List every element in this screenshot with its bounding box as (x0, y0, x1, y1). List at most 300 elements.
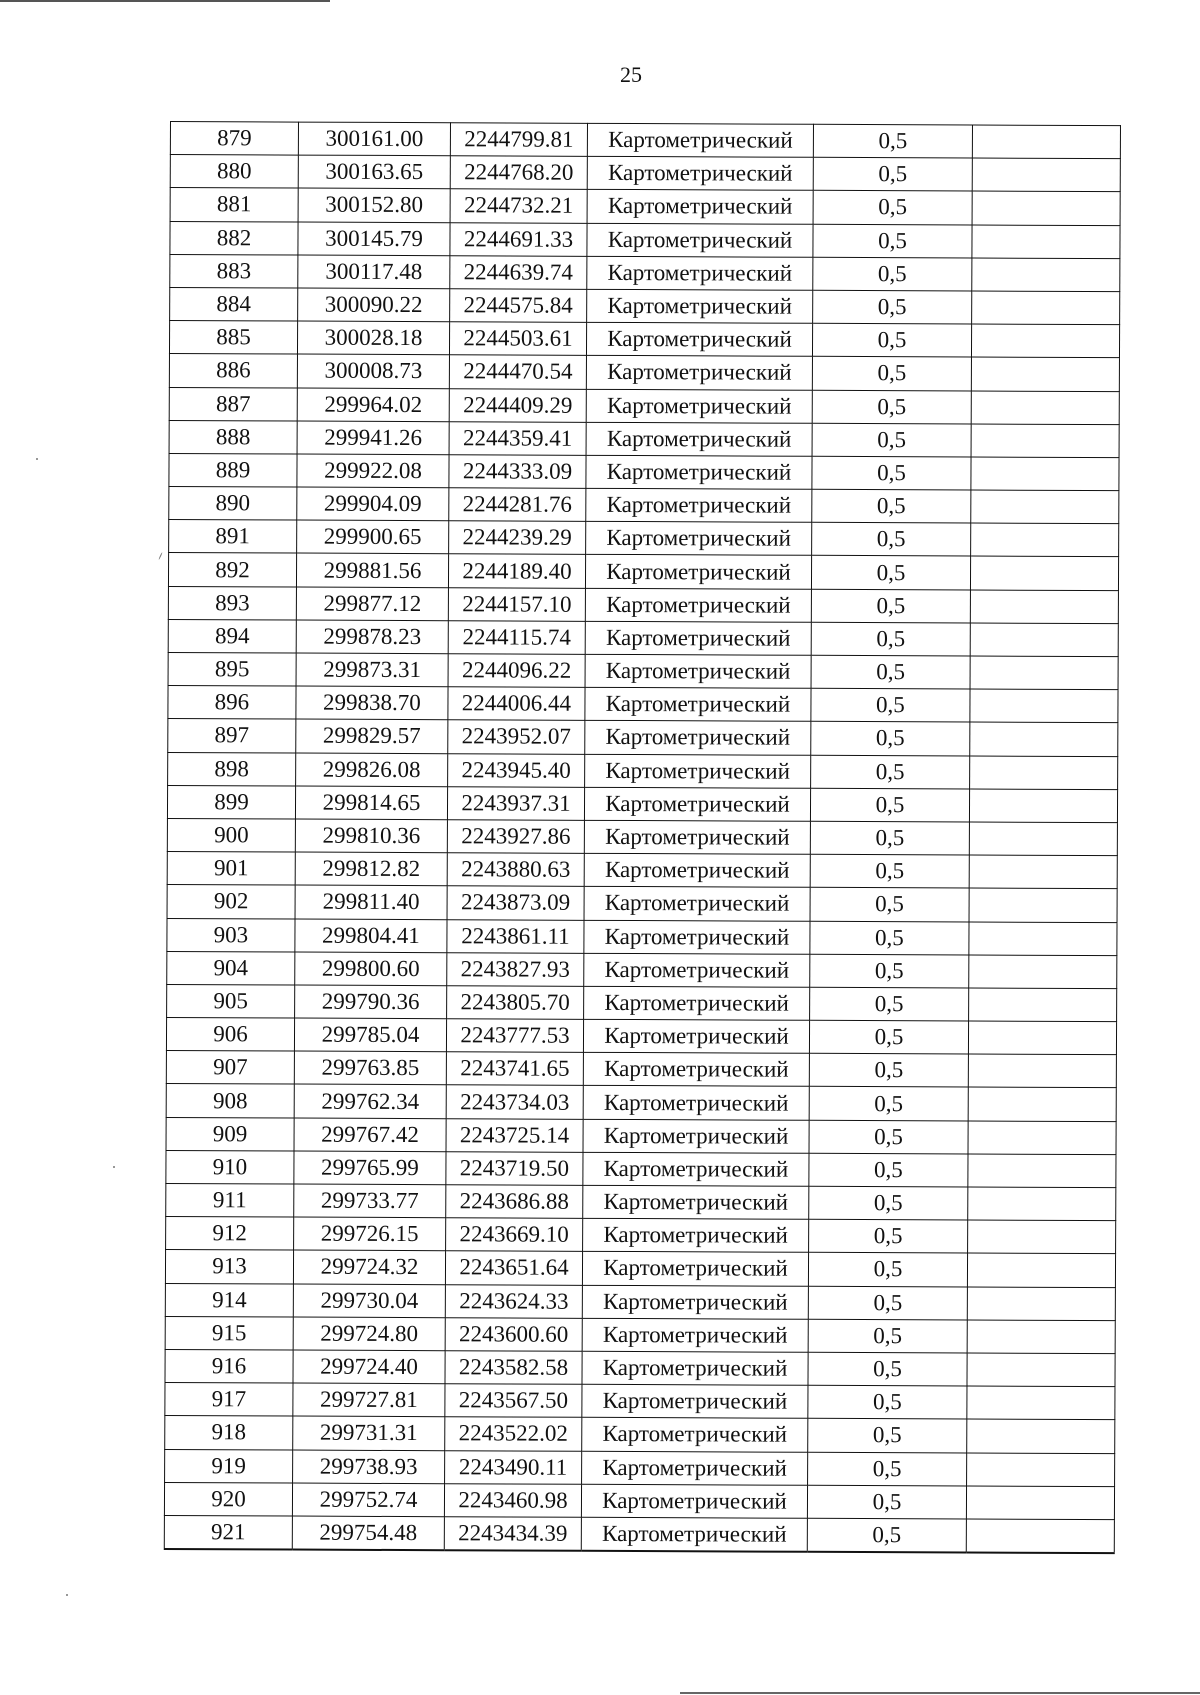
accuracy-cell: 0,5 (812, 523, 971, 557)
note-cell (971, 424, 1119, 458)
table-row (168, 652, 1118, 689)
note-cell (969, 888, 1117, 922)
point-number-cell: 901 (167, 852, 295, 886)
table-row (165, 1283, 1115, 1320)
method-cell: Картометрический (583, 1053, 809, 1087)
method-cell: Картометрический (582, 1318, 808, 1352)
accuracy-cell: 0,5 (812, 423, 971, 457)
point-number-cell: 906 (166, 1018, 294, 1052)
y-coordinate-cell: 2244096.22 (448, 654, 585, 688)
x-coordinate-cell: 299800.60 (295, 952, 447, 986)
y-coordinate-cell: 2243651.64 (445, 1251, 582, 1285)
point-number-cell: 909 (166, 1117, 294, 1151)
accuracy-cell: 0,5 (808, 1419, 967, 1453)
y-coordinate-cell: 2244575.84 (450, 289, 587, 323)
note-cell (971, 490, 1119, 524)
method-cell: Картометрический (586, 356, 812, 390)
scan-edge-bottom (680, 1692, 1200, 1694)
x-coordinate-cell: 299904.09 (297, 487, 449, 521)
method-cell: Картометрический (587, 190, 813, 224)
table-row (170, 254, 1120, 291)
point-number-cell: 910 (166, 1150, 294, 1184)
note-cell (968, 1087, 1116, 1121)
accuracy-cell: 0,5 (811, 589, 970, 623)
method-cell: Картометрический (582, 1252, 808, 1286)
method-cell: Картометрический (581, 1517, 807, 1552)
note-cell (967, 1353, 1115, 1387)
point-number-cell: 903 (167, 918, 295, 952)
point-number-cell: 916 (165, 1349, 293, 1383)
accuracy-cell: 0,5 (810, 987, 969, 1021)
accuracy-cell: 0,5 (811, 556, 970, 590)
point-number-cell: 885 (169, 321, 297, 355)
x-coordinate-cell: 300161.00 (298, 122, 450, 156)
note-cell (971, 457, 1119, 491)
x-coordinate-cell: 299964.02 (297, 388, 449, 422)
method-cell: Картометрический (586, 455, 812, 489)
y-coordinate-cell: 2243567.50 (445, 1384, 582, 1418)
method-cell: Картометрический (585, 721, 811, 755)
point-number-cell: 912 (166, 1217, 294, 1251)
accuracy-cell: 0,5 (811, 722, 970, 756)
accuracy-cell: 0,5 (810, 888, 969, 922)
y-coordinate-cell: 2244799.81 (450, 123, 587, 157)
y-coordinate-cell: 2243777.53 (446, 1019, 583, 1053)
note-cell (967, 1320, 1115, 1354)
table-row (169, 453, 1119, 490)
x-coordinate-cell: 299762.34 (294, 1084, 446, 1118)
accuracy-cell: 0,5 (813, 290, 972, 324)
note-cell (969, 789, 1117, 823)
table-row (165, 1250, 1115, 1287)
method-cell: Картометрический (584, 953, 810, 987)
x-coordinate-cell: 299838.70 (296, 686, 448, 720)
note-cell (972, 225, 1120, 259)
table-row (169, 354, 1119, 391)
point-number-cell: 882 (170, 221, 298, 255)
note-cell (971, 324, 1119, 358)
x-coordinate-cell: 299724.80 (293, 1317, 445, 1351)
y-coordinate-cell: 2243861.11 (447, 919, 584, 953)
method-cell: Картометрический (585, 654, 811, 688)
method-cell: Картометрический (583, 1086, 809, 1120)
method-cell: Картометрический (581, 1484, 807, 1518)
x-coordinate-cell: 299877.12 (296, 587, 448, 621)
y-coordinate-cell: 2244503.61 (449, 322, 586, 356)
method-cell: Картометрический (587, 223, 813, 257)
accuracy-cell: 0,5 (809, 1020, 968, 1054)
table-row (168, 719, 1118, 756)
x-coordinate-cell: 299922.08 (297, 454, 449, 488)
accuracy-cell: 0,5 (813, 257, 972, 291)
scan-speck (158, 552, 162, 560)
point-number-cell: 889 (169, 453, 297, 487)
method-cell: Картометрический (582, 1451, 808, 1485)
table-row (166, 1018, 1116, 1055)
x-coordinate-cell: 299812.82 (295, 852, 447, 886)
y-coordinate-cell: 2243719.50 (446, 1152, 583, 1186)
y-coordinate-cell: 2244691.33 (450, 222, 587, 256)
point-number-cell: 904 (167, 951, 295, 985)
table-row (169, 420, 1119, 457)
method-cell: Картометрический (587, 289, 813, 323)
note-cell (969, 921, 1117, 955)
table-row (170, 155, 1120, 192)
y-coordinate-cell: 2243725.14 (446, 1118, 583, 1152)
y-coordinate-cell: 2243952.07 (448, 720, 585, 754)
y-coordinate-cell: 2244409.29 (449, 388, 586, 422)
accuracy-cell: 0,5 (808, 1253, 967, 1287)
table-row (169, 487, 1119, 524)
y-coordinate-cell: 2244470.54 (449, 355, 586, 389)
note-cell (967, 1386, 1115, 1420)
x-coordinate-cell: 300117.48 (298, 255, 450, 289)
method-cell: Картометрический (583, 1019, 809, 1053)
note-cell (967, 1452, 1115, 1486)
method-cell: Картометрический (583, 1218, 809, 1252)
x-coordinate-cell: 299878.23 (296, 620, 448, 654)
point-number-cell: 891 (169, 520, 297, 554)
note-cell (972, 158, 1120, 192)
scan-speck (66, 1594, 68, 1596)
method-cell: Картометрический (586, 522, 812, 556)
y-coordinate-cell: 2243490.11 (445, 1450, 582, 1484)
table-row (169, 321, 1119, 358)
point-number-cell: 911 (166, 1183, 294, 1217)
y-coordinate-cell: 2243734.03 (446, 1085, 583, 1119)
x-coordinate-cell: 299726.15 (294, 1217, 446, 1251)
accuracy-cell: 0,5 (812, 323, 971, 357)
y-coordinate-cell: 2244189.40 (448, 554, 585, 588)
y-coordinate-cell: 2243460.98 (444, 1483, 581, 1517)
accuracy-cell: 0,5 (809, 1054, 968, 1088)
accuracy-cell: 0,5 (810, 954, 969, 988)
point-number-cell: 896 (168, 686, 296, 720)
accuracy-cell: 0,5 (811, 755, 970, 789)
table-row (170, 122, 1120, 159)
table-row (166, 1117, 1116, 1154)
scan-speck (36, 458, 38, 460)
table-row (168, 752, 1118, 789)
point-number-cell: 898 (168, 752, 296, 786)
y-coordinate-cell: 2244732.21 (450, 189, 587, 223)
x-coordinate-cell: 299767.42 (294, 1118, 446, 1152)
x-coordinate-cell: 299785.04 (294, 1018, 446, 1052)
y-coordinate-cell: 2243937.31 (447, 786, 584, 820)
point-number-cell: 895 (168, 652, 296, 686)
accuracy-cell: 0,5 (808, 1286, 967, 1320)
y-coordinate-cell: 2244333.09 (449, 455, 586, 489)
table-row (164, 1482, 1114, 1519)
accuracy-cell: 0,5 (813, 224, 972, 258)
x-coordinate-cell: 300008.73 (297, 354, 449, 388)
accuracy-cell: 0,5 (808, 1352, 967, 1386)
note-cell (970, 656, 1118, 690)
point-number-cell: 884 (170, 287, 298, 321)
x-coordinate-cell: 299826.08 (296, 753, 448, 787)
method-cell: Картометрический (584, 986, 810, 1020)
table-row (167, 951, 1117, 988)
point-number-cell: 886 (169, 354, 297, 388)
accuracy-cell: 0,5 (812, 489, 971, 523)
method-cell: Картометрический (586, 488, 812, 522)
x-coordinate-cell: 299724.32 (293, 1250, 445, 1284)
x-coordinate-cell: 299873.31 (296, 653, 448, 687)
table-row (168, 686, 1118, 723)
y-coordinate-cell: 2244281.76 (449, 488, 586, 522)
note-cell (969, 822, 1117, 856)
y-coordinate-cell: 2243827.93 (447, 952, 584, 986)
accuracy-cell: 0,5 (808, 1452, 967, 1486)
page-number: 25 (620, 62, 642, 87)
x-coordinate-cell: 299881.56 (296, 553, 448, 587)
y-coordinate-cell: 2244639.74 (450, 255, 587, 289)
x-coordinate-cell: 299724.40 (293, 1350, 445, 1384)
method-cell: Картометрический (582, 1418, 808, 1452)
table-row (165, 1349, 1115, 1386)
y-coordinate-cell: 2243741.65 (446, 1052, 583, 1086)
point-number-cell: 920 (164, 1482, 292, 1516)
accuracy-cell: 0,5 (812, 357, 971, 391)
method-cell: Картометрический (584, 853, 810, 887)
point-number-cell: 888 (169, 420, 297, 454)
note-cell (970, 722, 1118, 756)
x-coordinate-cell: 300145.79 (298, 222, 450, 256)
table-row (170, 188, 1120, 225)
y-coordinate-cell: 2243434.39 (444, 1517, 581, 1551)
note-cell (968, 1220, 1116, 1254)
x-coordinate-cell: 300163.65 (298, 155, 450, 189)
table-row (169, 387, 1119, 424)
note-cell (969, 988, 1117, 1022)
table-row (167, 918, 1117, 955)
x-coordinate-cell: 300152.80 (298, 188, 450, 222)
note-cell (967, 1287, 1115, 1321)
method-cell: Картометрический (584, 787, 810, 821)
point-number-cell: 905 (167, 984, 295, 1018)
method-cell: Картометрический (587, 256, 813, 290)
x-coordinate-cell: 299763.85 (294, 1051, 446, 1085)
y-coordinate-cell: 2244157.10 (448, 587, 585, 621)
method-cell: Картометрический (587, 123, 813, 157)
point-number-cell: 915 (165, 1316, 293, 1350)
table-row (167, 785, 1117, 822)
method-cell: Картометрический (582, 1285, 808, 1319)
table-row (165, 1416, 1115, 1453)
table-row (167, 852, 1117, 889)
note-cell (969, 855, 1117, 889)
accuracy-cell: 0,5 (810, 788, 969, 822)
y-coordinate-cell: 2243927.86 (447, 820, 584, 854)
point-number-cell: 913 (165, 1250, 293, 1284)
note-cell (968, 1187, 1116, 1221)
accuracy-cell: 0,5 (811, 688, 970, 722)
note-cell (969, 955, 1117, 989)
note-cell (972, 258, 1120, 292)
note-cell (970, 689, 1118, 723)
point-number-cell: 921 (164, 1515, 292, 1549)
y-coordinate-cell: 2243880.63 (447, 853, 584, 887)
accuracy-cell: 0,5 (813, 124, 972, 158)
point-number-cell: 902 (167, 885, 295, 919)
y-coordinate-cell: 2243873.09 (447, 886, 584, 920)
y-coordinate-cell: 2244359.41 (449, 421, 586, 455)
point-number-cell: 883 (170, 254, 298, 288)
note-cell (972, 291, 1120, 325)
x-coordinate-cell: 299810.36 (295, 819, 447, 853)
table-row (167, 818, 1117, 855)
y-coordinate-cell: 2244006.44 (448, 687, 585, 721)
x-coordinate-cell: 299727.81 (293, 1383, 445, 1417)
note-cell (970, 756, 1118, 790)
note-cell (970, 590, 1118, 624)
x-coordinate-cell: 299754.48 (292, 1516, 444, 1550)
table-row (165, 1383, 1115, 1420)
x-coordinate-cell: 299731.31 (293, 1416, 445, 1450)
point-number-cell: 900 (167, 818, 295, 852)
x-coordinate-cell: 299790.36 (295, 985, 447, 1019)
x-coordinate-cell: 299733.77 (294, 1184, 446, 1218)
accuracy-cell: 0,5 (810, 854, 969, 888)
accuracy-cell: 0,5 (809, 1087, 968, 1121)
table-row (166, 1084, 1116, 1121)
accuracy-cell: 0,5 (813, 191, 972, 225)
point-number-cell: 917 (165, 1383, 293, 1417)
accuracy-cell: 0,5 (809, 1153, 968, 1187)
table-row (165, 1449, 1115, 1486)
method-cell: Картометрический (583, 1152, 809, 1186)
y-coordinate-cell: 2243686.88 (446, 1185, 583, 1219)
scan-edge-top (0, 0, 330, 2)
point-number-cell: 880 (170, 155, 298, 189)
x-coordinate-cell: 299765.99 (294, 1151, 446, 1185)
table-row (169, 520, 1119, 557)
point-number-cell: 887 (169, 387, 297, 421)
y-coordinate-cell: 2243669.10 (446, 1218, 583, 1252)
accuracy-cell: 0,5 (812, 456, 971, 490)
point-number-cell: 890 (169, 487, 297, 521)
scan-speck (113, 1166, 115, 1168)
table-row (168, 586, 1118, 623)
note-cell (970, 623, 1118, 657)
x-coordinate-cell: 299829.57 (296, 719, 448, 753)
accuracy-cell: 0,5 (808, 1319, 967, 1353)
x-coordinate-cell: 299738.93 (293, 1450, 445, 1484)
x-coordinate-cell: 299811.40 (295, 885, 447, 919)
note-cell (971, 523, 1119, 557)
point-number-cell: 892 (168, 553, 296, 587)
note-cell (968, 1154, 1116, 1188)
point-number-cell: 899 (167, 785, 295, 819)
note-cell (970, 556, 1118, 590)
point-number-cell: 881 (170, 188, 298, 222)
y-coordinate-cell: 2244239.29 (449, 521, 586, 555)
method-cell: Картометрический (584, 820, 810, 854)
method-cell: Картометрический (587, 157, 813, 191)
x-coordinate-cell: 299752.74 (292, 1483, 444, 1517)
y-coordinate-cell: 2244768.20 (450, 156, 587, 190)
table-row (167, 984, 1117, 1021)
method-cell: Картометрический (586, 422, 812, 456)
accuracy-cell: 0,5 (807, 1485, 966, 1519)
y-coordinate-cell: 2243600.60 (445, 1317, 582, 1351)
note-cell (966, 1519, 1114, 1553)
table-row (170, 221, 1120, 258)
y-coordinate-cell: 2243805.70 (447, 986, 584, 1020)
accuracy-cell: 0,5 (809, 1219, 968, 1253)
point-number-cell: 907 (166, 1051, 294, 1085)
method-cell: Картометрический (585, 754, 811, 788)
table-row (164, 1515, 1114, 1553)
accuracy-cell: 0,5 (811, 622, 970, 656)
table-row (168, 553, 1118, 590)
method-cell: Картометрический (584, 887, 810, 921)
note-cell (966, 1486, 1114, 1520)
y-coordinate-cell: 2243582.58 (445, 1351, 582, 1385)
accuracy-cell: 0,5 (812, 390, 971, 424)
accuracy-cell: 0,5 (810, 821, 969, 855)
point-number-cell: 908 (166, 1084, 294, 1118)
note-cell (971, 390, 1119, 424)
method-cell: Картометрический (583, 1185, 809, 1219)
note-cell (968, 1121, 1116, 1155)
note-cell (972, 125, 1120, 159)
x-coordinate-cell: 299730.04 (293, 1284, 445, 1318)
method-cell: Картометрический (583, 1119, 809, 1153)
method-cell: Картометрический (582, 1351, 808, 1385)
point-number-cell: 918 (165, 1416, 293, 1450)
method-cell: Картометрический (585, 588, 811, 622)
point-number-cell: 897 (168, 719, 296, 753)
y-coordinate-cell: 2243945.40 (448, 753, 585, 787)
note-cell (968, 1054, 1116, 1088)
table-row (170, 287, 1120, 324)
accuracy-cell: 0,5 (811, 655, 970, 689)
method-cell: Картометрический (585, 621, 811, 655)
coordinates-table-body (164, 122, 1120, 1554)
method-cell: Картометрический (585, 555, 811, 589)
table-row (168, 619, 1118, 656)
table-row (166, 1183, 1116, 1220)
method-cell: Картометрический (582, 1384, 808, 1418)
accuracy-cell: 0,5 (809, 1186, 968, 1220)
point-number-cell: 893 (168, 586, 296, 620)
accuracy-cell: 0,5 (808, 1385, 967, 1419)
table-row (166, 1150, 1116, 1187)
method-cell: Картометрический (584, 920, 810, 954)
method-cell: Картометрический (586, 389, 812, 423)
accuracy-cell: 0,5 (809, 1120, 968, 1154)
note-cell (967, 1419, 1115, 1453)
table-row (166, 1217, 1116, 1254)
accuracy-cell: 0,5 (813, 157, 972, 191)
point-number-cell: 879 (170, 122, 298, 156)
point-number-cell: 914 (165, 1283, 293, 1317)
method-cell: Картометрический (585, 688, 811, 722)
y-coordinate-cell: 2243522.02 (445, 1417, 582, 1451)
y-coordinate-cell: 2243624.33 (445, 1284, 582, 1318)
note-cell (972, 191, 1120, 225)
table-row (166, 1051, 1116, 1088)
table-row (165, 1316, 1115, 1353)
x-coordinate-cell: 300028.18 (297, 321, 449, 355)
table-row (167, 885, 1117, 922)
note-cell (967, 1253, 1115, 1287)
point-number-cell: 894 (168, 619, 296, 653)
point-number-cell: 919 (165, 1449, 293, 1483)
note-cell (971, 357, 1119, 391)
accuracy-cell: 0,5 (810, 921, 969, 955)
